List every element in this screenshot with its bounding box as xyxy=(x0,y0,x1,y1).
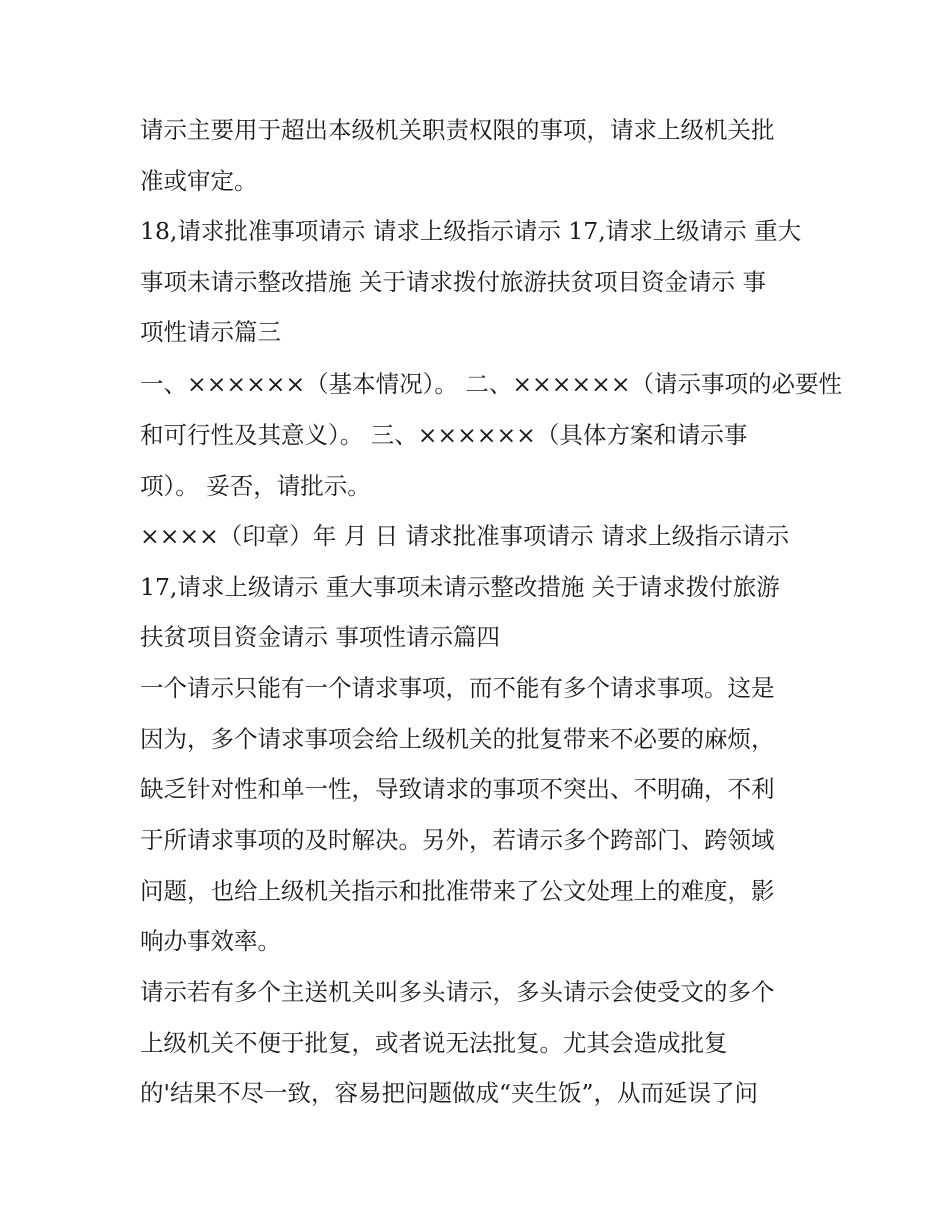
text-line: 扶贫项目资金请示 事项性请示篇四 xyxy=(140,623,500,651)
text-line: 于所请求事项的及时解决。另外，若请示多个跨部门、跨领域 xyxy=(140,826,775,854)
text-line: 项）。 妥否，请批示。 xyxy=(140,472,371,500)
text-line: ××××（印章）年 月 日 请求批准事项请示 请求上级指示请示 xyxy=(140,522,790,550)
text-line: 的'结果不尽一致，容易把问题做成“夹生饭”，从而延误了问 xyxy=(140,1079,758,1107)
text-line: 缺乏针对性和单一性，导致请求的事项不突出、不明确，不利 xyxy=(140,775,775,803)
text-line: 问题，也给上级机关指示和批准带来了公文处理上的难度，影 xyxy=(140,877,775,905)
text-line: 事项未请示整改措施 关于请求拨付旅游扶贫项目资金请示 事 xyxy=(140,268,766,296)
text-line: 准或审定。 xyxy=(140,167,258,195)
text-line: 请示主要用于超出本级机关职责权限的事项，请求上级机关批 xyxy=(140,116,775,144)
text-line: 一、××××××（基本情况）。 二、××××××（请示事项的必要性 xyxy=(140,370,843,398)
text-line: 因为，多个请求事项会给上级机关的批复带来不必要的麻烦， xyxy=(140,725,775,753)
text-line: 请示若有多个主送机关叫多头请示，多头请示会使受文的多个 xyxy=(140,978,775,1006)
text-line: 17,请求上级请示 重大事项未请示整改措施 关于请求拨付旅游 xyxy=(140,573,780,601)
text-line: 项性请示篇三 xyxy=(140,318,281,346)
text-line: 和可行性及其意义）。 三、××××××（具体方案和请示事 xyxy=(140,421,748,449)
text-line: 18,请求批准事项请示 请求上级指示请示 17,请求上级请示 重大 xyxy=(140,217,802,245)
text-line: 响办事效率。 xyxy=(140,927,281,955)
text-line: 上级机关不便于批复，或者说无法批复。尤其会造成批复 xyxy=(140,1029,728,1057)
text-line: 一个请示只能有一个请求事项，而不能有多个请求事项。这是 xyxy=(140,674,775,702)
